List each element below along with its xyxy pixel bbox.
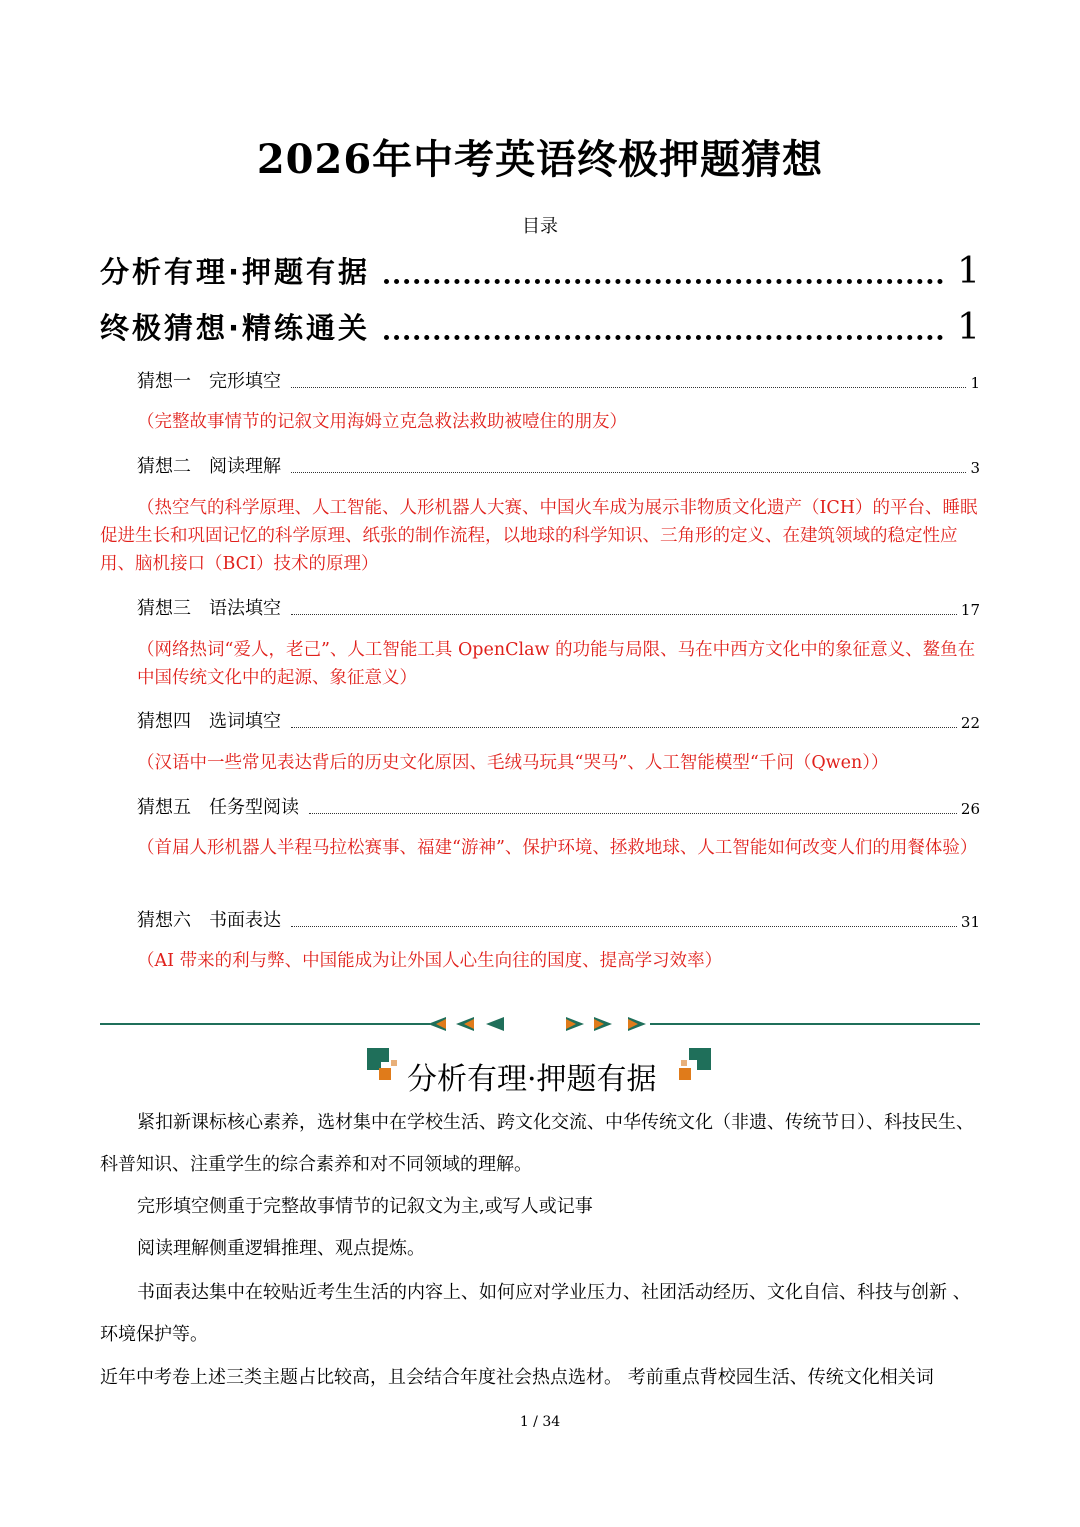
toc-item-description: （网络热词“爱人，老己”、人工智能工具 OpenClaw 的功能与局限、马在中西方文化中的象征意义、鳌鱼在中国传统文化中的起源、象征意义） bbox=[137, 640, 976, 688]
toc-item-label: 猜想三 语法填空 bbox=[137, 598, 281, 619]
toc-item[interactable] bbox=[137, 596, 980, 620]
toc-main-page: 1 bbox=[957, 251, 980, 292]
toc-leader-dots bbox=[291, 727, 957, 728]
right-arrows-icon bbox=[566, 1017, 646, 1031]
toc-item-description: （汉语中一些常见表达背后的历史文化原因、毛绒马玩具“哭马”、人工智能模型“千问（Qwen）） bbox=[137, 753, 889, 773]
toc-item-label: 猜想五 任务型阅读 bbox=[137, 797, 299, 818]
toc-item[interactable] bbox=[137, 795, 980, 819]
toc-leader-dots bbox=[291, 472, 966, 473]
toc-item[interactable] bbox=[137, 369, 980, 393]
section-heading-text: 分析有理·押题有据 bbox=[407, 1062, 657, 1097]
toc-item-page: 3 bbox=[970, 459, 980, 477]
body-paragraph: 完形填空侧重于完整故事情节的记叙文为主,或写人或记事 bbox=[137, 1196, 593, 1217]
toc-item-page: 22 bbox=[960, 714, 980, 732]
toc-item-label: 猜想二 阅读理解 bbox=[137, 456, 281, 477]
toc-item-description: （首届人形机器人半程马拉松赛事、福建“游神”、保护环境、拯救地球、人工智能如何改变人们的用餐体验） bbox=[137, 838, 978, 858]
toc-heading: 目录 bbox=[522, 216, 558, 237]
toc-item-page: 1 bbox=[970, 374, 980, 392]
toc-item-label: 猜想一 完形填空 bbox=[137, 371, 281, 392]
toc-item-description: （AI 带来的利与弊、中国能成为让外国人心生向往的国度、提高学习效率） bbox=[137, 951, 723, 971]
toc-item[interactable] bbox=[137, 454, 980, 478]
toc-leader-dots bbox=[291, 926, 957, 927]
toc-main-entry[interactable] bbox=[100, 248, 980, 292]
toc-item-page: 26 bbox=[960, 800, 980, 818]
toc-item[interactable] bbox=[137, 709, 980, 733]
section-heading bbox=[365, 1046, 715, 1098]
toc-leader-dots bbox=[384, 335, 943, 340]
toc-main-page: 1 bbox=[957, 307, 980, 348]
toc-main-label: 终极猜想·精练通关 bbox=[100, 311, 371, 345]
toc-item[interactable] bbox=[137, 908, 980, 932]
corner-ornament-left-icon bbox=[365, 1046, 405, 1086]
toc-item-label: 猜想四 选词填空 bbox=[137, 711, 281, 732]
corner-ornament-right-icon bbox=[675, 1046, 715, 1086]
toc-leader-dots bbox=[291, 387, 966, 388]
document-title: 2026年中考英语终极押题猜想 bbox=[256, 136, 824, 183]
body-paragraph: 书面表达集中在较贴近考生生活的内容上、如何应对学业压力、社团活动经历、文化自信、科技与创新 、环境保护等。 bbox=[100, 1282, 971, 1345]
toc-leader-dots bbox=[384, 279, 943, 284]
body-paragraph: 紧扣新课标核心素养，选材集中在学校生活、跨文化交流、中华传统文化（非遗、传统节日）、科技民生、科普知识、注重学生的综合素养和对不同领域的理解。 bbox=[100, 1112, 974, 1175]
body-paragraph: 近年中考卷上述三类主题占比较高，且会结合年度社会热点选材。 考前重点背校园生活、传统文化相关词 bbox=[100, 1367, 934, 1388]
toc-item-page: 17 bbox=[960, 601, 980, 619]
toc-item-page: 31 bbox=[960, 913, 980, 931]
left-arrows-icon bbox=[428, 1017, 504, 1031]
section-divider bbox=[100, 1014, 980, 1034]
toc-leader-dots bbox=[291, 614, 957, 615]
body-paragraph: 阅读理解侧重逻辑推理、观点提炼。 bbox=[137, 1238, 425, 1259]
toc-leader-dots bbox=[309, 813, 957, 814]
toc-item-label: 猜想六 书面表达 bbox=[137, 910, 281, 931]
toc-item-description: （完整故事情节的记叙文用海姆立克急救法救助被噎住的朋友） bbox=[137, 412, 627, 432]
toc-main-label: 分析有理·押题有据 bbox=[100, 255, 371, 289]
page-number: 1 / 34 bbox=[519, 1414, 561, 1430]
toc-main-entry[interactable] bbox=[100, 304, 980, 348]
toc-item-description: （热空气的科学原理、人工智能、人形机器人大赛、中国火车成为展示非物质文化遗产（ICH）的平台、睡眠促进生长和巩固记忆的科学原理、纸张的制作流程，以地球的科学知识、三角形的定义、在建筑领域的稳定性应用、脑机接口（BCI）技术的原理） bbox=[100, 498, 978, 574]
